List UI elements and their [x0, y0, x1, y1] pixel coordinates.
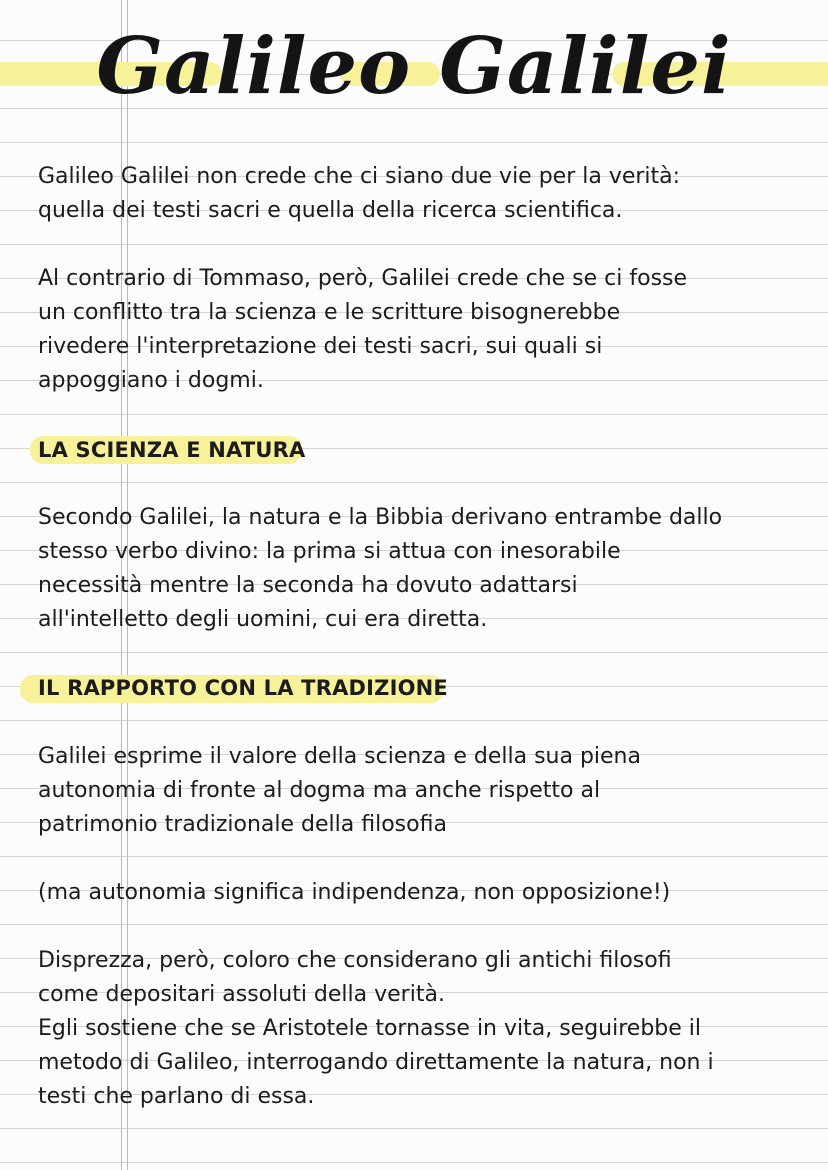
text-line: rivedere l'interpretazione dei testi sacri, sui quali si	[38, 334, 603, 359]
text-line: Secondo Galilei, la natura e la Bibbia derivano entrambe dallo	[38, 505, 723, 530]
text-line: un conflitto tra la scienza e le scritture bisognerebbe	[38, 300, 621, 325]
text-line: (ma autonomia significa indipendenza, non opposizione!)	[38, 880, 671, 905]
text-line: testi che parlano di essa.	[38, 1084, 315, 1109]
text-line: patrimonio tradizionale della filosofia	[38, 812, 447, 837]
text-line: Egli sostiene che se Aristotele tornasse in vita, seguirebbe il	[38, 1016, 702, 1041]
text-line: all'intelletto degli uomini, cui era diretta.	[38, 607, 488, 632]
text-line: necessità mentre la seconda ha dovuto adattarsi	[38, 573, 578, 598]
text-line: Disprezza, però, coloro che considerano gli antichi filosofi	[38, 948, 672, 973]
section-heading-science-nature: LA SCIENZA E NATURA	[38, 438, 306, 462]
text-line: metodo di Galileo, interrogando direttamente la natura, non i	[38, 1050, 714, 1075]
text-line: Galilei esprime il valore della scienza e della sua piena	[38, 744, 641, 769]
text-line: come depositari assoluti della verità.	[38, 982, 445, 1007]
text-line: Galileo Galilei non crede che ci siano due vie per la verità:	[38, 164, 681, 189]
section-heading-tradition: IL RAPPORTO CON LA TRADIZIONE	[38, 676, 448, 700]
text-line: quella dei testi sacri e quella della ricerca scientifica.	[38, 198, 623, 223]
text-line: appoggiano i dogmi.	[38, 368, 264, 393]
text-line: Al contrario di Tommaso, però, Galilei crede che se ci fosse	[38, 266, 688, 291]
text-line: autonomia di fronte al dogma ma anche rispetto al	[38, 778, 601, 803]
page-title: Galileo Galilei	[96, 21, 732, 112]
text-line: stesso verbo divino: la prima si attua con inesorabile	[38, 539, 621, 564]
